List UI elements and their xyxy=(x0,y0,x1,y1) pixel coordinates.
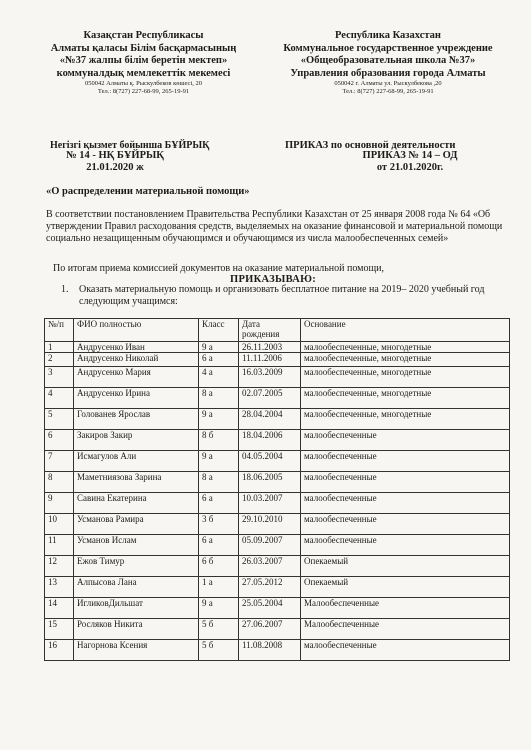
cell-basis: малообеспеченные xyxy=(301,451,510,472)
cell-number: 5 xyxy=(45,409,74,430)
order-number-kazakh xyxy=(60,150,170,174)
col-header-basis: Основание xyxy=(301,319,510,342)
cell-number: 8 xyxy=(45,472,74,493)
cell-basis: малообеспеченные, многодетные xyxy=(301,353,510,367)
cell-basis: малообеспеченные, многодетные xyxy=(301,342,510,353)
table-row xyxy=(45,493,510,514)
order-item-number: 1. xyxy=(61,284,69,295)
cell-basis: малообеспеченные xyxy=(301,640,510,661)
cell-birthdate: 18.06.2005 xyxy=(239,472,301,493)
table-body xyxy=(45,342,510,661)
cell-number: 16 xyxy=(45,640,74,661)
cell-birthdate: 18.04.2006 xyxy=(239,430,301,451)
table-row xyxy=(45,367,510,388)
cell-number: 12 xyxy=(45,556,74,577)
header-ru-phone: Тел.: 8(727) 227-68-99, 265-19-91 xyxy=(342,88,434,95)
header-ru-line: Коммунальное государственное учреждение xyxy=(283,42,493,54)
cell-basis: малообеспеченные xyxy=(301,472,510,493)
header-ru-line: «Общеобразовательная школа №37» xyxy=(300,55,476,66)
cell-birthdate: 10.03.2007 xyxy=(239,493,301,514)
cell-class: 3 б xyxy=(199,514,239,535)
cell-basis: малообеспеченные xyxy=(301,514,510,535)
doc-kind-kazakh: Негізгі қызмет бойынша БҰЙРЫҚ xyxy=(50,140,210,151)
table-row xyxy=(45,388,510,409)
col-header-birthdate: Дата рождения xyxy=(239,319,301,342)
cell-birthdate: 04.05.2004 xyxy=(239,451,301,472)
students-table xyxy=(44,318,510,661)
table-row xyxy=(45,342,510,353)
header-kz-line: «№37 жалпы білім беретін мектеп» xyxy=(59,55,228,66)
cell-class: 4 а xyxy=(199,367,239,388)
cell-number: 2 xyxy=(45,353,74,367)
cell-birthdate: 05.09.2007 xyxy=(239,535,301,556)
cell-class: 6 а xyxy=(199,535,239,556)
order-date-kz: 21.01.2020 ж xyxy=(86,162,144,173)
table-row xyxy=(45,640,510,661)
cell-birthdate: 26.11.2003 xyxy=(239,342,301,353)
cell-birthdate: 29.10.2010 xyxy=(239,514,301,535)
table-row xyxy=(45,409,510,430)
cell-class: 8 а xyxy=(199,388,239,409)
cell-basis: Опекаемый xyxy=(301,577,510,598)
cell-number: 4 xyxy=(45,388,74,409)
cell-name: Усманов Ислам xyxy=(74,535,199,556)
cell-name: Маметниязова Зарина xyxy=(74,472,199,493)
cell-birthdate: 11.08.2008 xyxy=(239,640,301,661)
cell-number: 11 xyxy=(45,535,74,556)
cell-class: 8 б xyxy=(199,430,239,451)
cell-number: 10 xyxy=(45,514,74,535)
table-header-row xyxy=(45,319,510,342)
cell-birthdate: 25.05.2004 xyxy=(239,598,301,619)
cell-name: Алпысова Лана xyxy=(74,577,199,598)
doc-kind-russian: ПРИКАЗ по основной деятельности xyxy=(285,140,456,151)
cell-class: 9 а xyxy=(199,409,239,430)
cell-basis: Опекаемый xyxy=(301,556,510,577)
table-row xyxy=(45,535,510,556)
cell-name: Андрусенко Николай xyxy=(74,353,199,367)
cell-class: 5 б xyxy=(199,619,239,640)
table-row xyxy=(45,472,510,493)
results-line: По итогам приема комиссией документов на оказание материальной помощи, xyxy=(53,263,385,274)
cell-class: 1 а xyxy=(199,577,239,598)
legal-basis-paragraph: В соответствии постановлением Правительства Республики Казахстан от 25 января 2008 года № 64 «Об утверждении Правил расходования средств, выделяемых на оказание финансовой и материальной помощи социально незащищенным обучающимся и обучающимся из числа малообеспеченных семей» xyxy=(46,209,503,244)
table-row xyxy=(45,619,510,640)
header-ru-address: 050042 г. Алматы ул. Рыскулбекова ,20 xyxy=(334,80,442,87)
cell-number: 1 xyxy=(45,342,74,353)
cell-basis: малообеспеченные, многодетные xyxy=(301,409,510,430)
table-row xyxy=(45,451,510,472)
cell-number: 13 xyxy=(45,577,74,598)
table-row xyxy=(45,556,510,577)
col-header-class: Класс xyxy=(199,319,239,342)
cell-birthdate: 27.06.2007 xyxy=(239,619,301,640)
cell-class: 6 б xyxy=(199,556,239,577)
table-row xyxy=(45,353,510,367)
cell-class: 5 б xyxy=(199,640,239,661)
cell-name: Закиров Закир xyxy=(74,430,199,451)
header-kz-line: Алматы қаласы Білім басқармасының xyxy=(50,42,237,54)
cell-number: 7 xyxy=(45,451,74,472)
cell-number: 14 xyxy=(45,598,74,619)
col-header-name: ФИО полностью xyxy=(74,319,199,342)
table-row xyxy=(45,577,510,598)
cell-class: 8 а xyxy=(199,472,239,493)
cell-basis: Малообеспеченные xyxy=(301,598,510,619)
table-row xyxy=(45,430,510,451)
header-kz-phone: Тел.: 8(727) 227-68-99, 265-19-91 xyxy=(97,88,190,95)
cell-class: 9 а xyxy=(199,451,239,472)
cell-name: Нагорнова Ксения xyxy=(74,640,199,661)
cell-birthdate: 26.03.2007 xyxy=(239,556,301,577)
table-row xyxy=(45,598,510,619)
cell-name: Андрусенко Иван xyxy=(74,342,199,353)
cell-basis: малообеспеченные xyxy=(301,493,510,514)
order-item-1 xyxy=(61,284,511,308)
cell-class: 6 а xyxy=(199,353,239,367)
cell-name: Росляков Никита xyxy=(74,619,199,640)
order-subject: «О распределении материальной помощи» xyxy=(46,186,250,197)
cell-name: Андрусенко Мария xyxy=(74,367,199,388)
cell-birthdate: 28.04.2004 xyxy=(239,409,301,430)
cell-basis: малообеспеченные, многодетные xyxy=(301,388,510,409)
cell-name: Исмагулов Али xyxy=(74,451,199,472)
cell-number: 15 xyxy=(45,619,74,640)
cell-class: 6 а xyxy=(199,493,239,514)
col-header-number: №/п xyxy=(45,319,74,342)
cell-birthdate: 11.11.2006 xyxy=(239,353,301,367)
header-ru-line: Управления образования города Алматы xyxy=(290,67,486,79)
cell-number: 3 xyxy=(45,367,74,388)
header-kazakh xyxy=(36,30,251,96)
cell-name: Савина Екатерина xyxy=(74,493,199,514)
cell-birthdate: 27.05.2012 xyxy=(239,577,301,598)
header-russian xyxy=(268,30,508,96)
cell-birthdate: 02.07.2005 xyxy=(239,388,301,409)
order-date-ru: от 21.01.2020г. xyxy=(376,162,444,173)
cell-class: 9 а xyxy=(199,342,239,353)
cell-name: Андрусенко Ирина xyxy=(74,388,199,409)
cell-birthdate: 16.03.2009 xyxy=(239,367,301,388)
cell-basis: малообеспеченные xyxy=(301,535,510,556)
order-number-kz-line: № 14 - НҚ БҰЙРЫҚ xyxy=(66,150,164,161)
cell-basis: малообеспеченные xyxy=(301,430,510,451)
cell-basis: Малообеспеченные xyxy=(301,619,510,640)
header-kz-address: 050042 Алматы қ. Рыскулбеков көшесі, 20 xyxy=(84,80,202,87)
header-kz-line: Казақстан Республикасы xyxy=(83,30,204,41)
order-number-russian xyxy=(345,150,475,174)
cell-name: Усманова Рамира xyxy=(74,514,199,535)
cell-number: 6 xyxy=(45,430,74,451)
cell-basis: малообеспеченные, многодетные xyxy=(301,367,510,388)
header-ru-line: Республика Казахстан xyxy=(335,30,441,41)
order-item-text: Оказать материальную помощь и организовать бесплатное питание на 2019– 2020 учебный год следующим учащимся: xyxy=(79,284,485,307)
cell-name: Ежов Тимур xyxy=(74,556,199,577)
cell-name: ИгликовДильшат xyxy=(74,598,199,619)
cell-name: Голованев Ярослав xyxy=(74,409,199,430)
order-word: ПРИКАЗЫВАЮ: xyxy=(230,274,317,285)
order-number-ru-line: ПРИКАЗ № 14 – ОД xyxy=(362,150,458,161)
table-row xyxy=(45,514,510,535)
header-kz-line: коммуналдық мемлекеттік мекемесі xyxy=(56,67,231,79)
cell-class: 9 а xyxy=(199,598,239,619)
cell-number: 9 xyxy=(45,493,74,514)
